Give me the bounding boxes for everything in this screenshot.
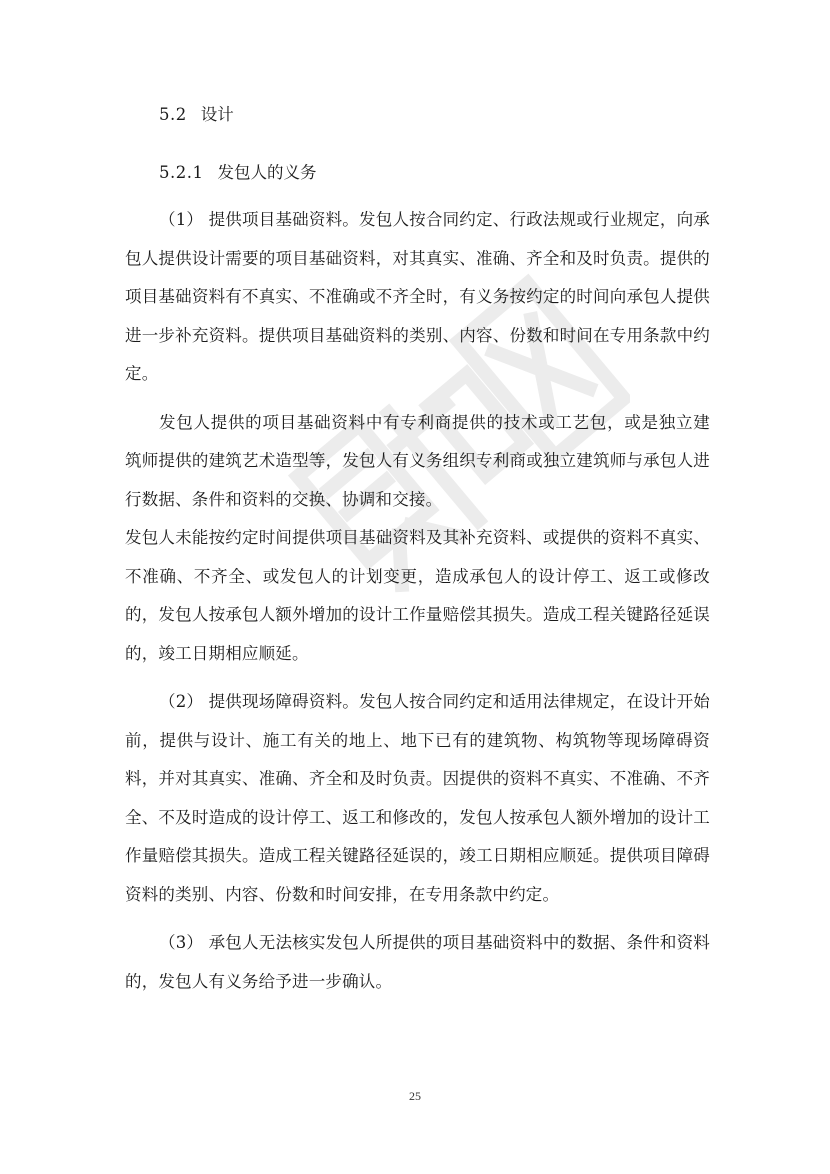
page-number: 25 — [409, 1089, 421, 1103]
section-title: 设计 — [200, 105, 234, 124]
paragraph-basic-data: （1） 提供项目基础资料。发包人按合同约定、行政法规或行业规定，向承包人提供设计需要的项目基础资料，对其真实、准确、齐全和及时负责。提供的项目基础资料有不真实、不准确或不齐全时，有义务按约定的时间向承包人提供进一步补充资料。提供项目基础资料的类别、内容、份数和时间在专用条款中约定。 — [125, 210, 710, 383]
section-heading — [159, 100, 710, 130]
section-number: 5.2 — [159, 105, 187, 124]
paragraph-late-data-liability: 发包人未能按约定时间提供项目基础资料及其补充资料、或提供的资料不真实、不准确、不齐全、或发包人的计划变更，造成承包人的设计停工、返工或修改的，发包人按承包人额外增加的设计工作量赔偿其损失。造成工程关键路径延误的，竣工日期相应顺延。 — [125, 528, 710, 663]
document-body — [125, 100, 710, 1011]
paragraph-site-obstacle-data: （2） 提供现场障碍资料。发包人按合同约定和适用法律规定，在设计开始前，提供与设计、施工有关的地上、地下已有的建筑物、构筑物等现场障碍资料，并对其真实、准确、齐全和及时负责。因提供的资料不真实、不准确、不齐全、不及时造成的设计停工、返工和修改的，发包人按承包人额外增加的设计工作量赔偿其损失。造成工程关键路径延误的，竣工日期相应顺延。提供项目障碍资料的类别、内容、份数和时间安排，在专用条款中约定。 — [125, 692, 710, 904]
subsection-heading — [159, 158, 710, 188]
subsection-title: 发包人的义务 — [217, 163, 317, 182]
subsection-number: 5.2.1 — [159, 163, 204, 182]
paragraph-data-confirmation: （3） 承包人无法核实发包人所提供的项目基础资料中的数据、条件和资料的，发包人有义务给予进一步确认。 — [125, 933, 710, 991]
paragraph-patent-provider: 发包人提供的项目基础资料中有专利商提供的技术或工艺包，或是独立建筑师提供的建筑艺术造型等，发包人有义务组织专利商或独立建筑师与承包人进行数据、条件和资料的交换、协调和交接。 — [125, 412, 710, 509]
